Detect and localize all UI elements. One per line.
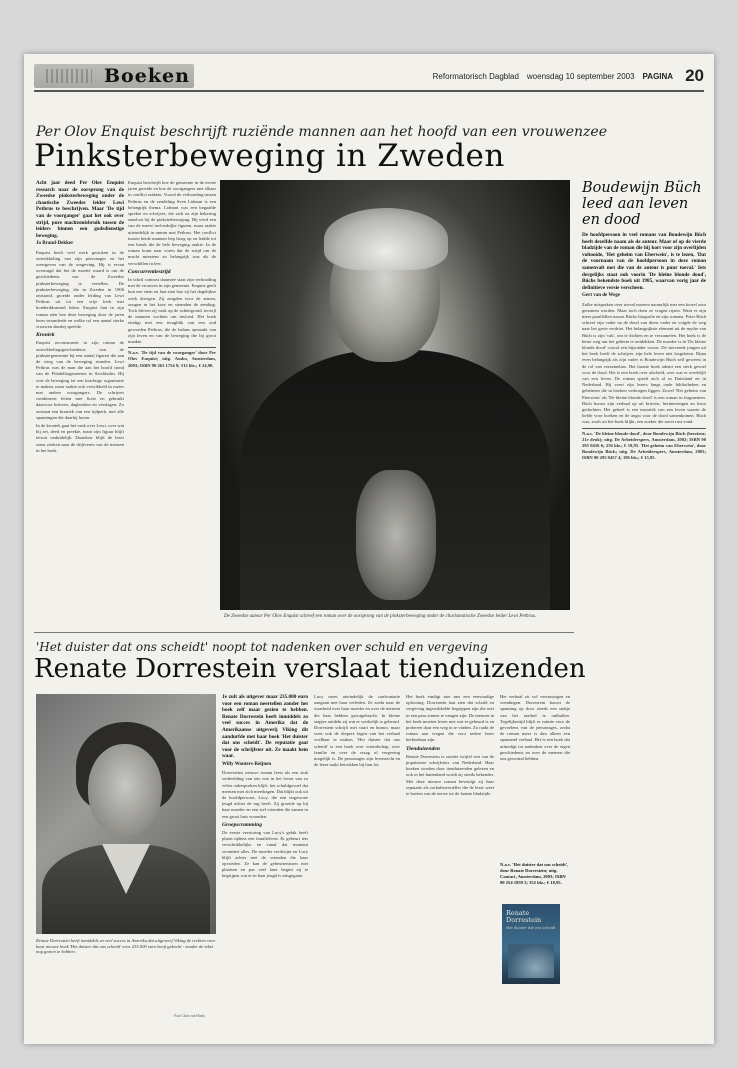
- section-tab: [34, 64, 194, 88]
- article1-column-2: [128, 180, 216, 632]
- article1-intro: Acht jaar deed Per Olov Enquist research naar de oorsprong van de Zweedse pinksterbeweging onder de chaotische Zweedse leider Lewi Pethrus te beschrijven. Maar 'De tijd van de voorganger' gaat het ook over strijd, pure machtsmisbruik tussen de leiders binnen een godsdienstige beweging.: [36, 180, 124, 239]
- article2-body-3: Lucy moet uiteindelijk de confrontatie aangaan met haar verleden. Ze zoekt naar de waarheid over haar moeder en over de mensen die haar hebben grootgebracht. In kleine stapjes ontdekt zij wat er werkelijk is gebeurd. Dorrestein schrijft met vaart en humor, maar weet ook de diepere lagen van het verhaal voelbaar te maken. 'Het duister dat ons scheidt' is een boek over vriendschap, over familie en over de vraag of vergeving mogelijk is. De personages zijn levensecht en de lezer raakt betrokken bij hun lot.: [314, 694, 400, 768]
- page-label: PAGINA: [642, 71, 674, 81]
- article2-book-info: N.a.v. 'Het duister dat ons scheidt', door Renate Dorrestein; uitg. Contact, Amsterdam, 2003; ISBN 90 254 1859 5; 352 blz.; € 18,95.: [500, 862, 569, 885]
- sidebar-headline: Boudewijn Büch leed aan leven en dood: [582, 180, 702, 228]
- issue-date: woensdag 10 september 2003: [526, 71, 635, 81]
- sidebar-byline: Gert van de Wege: [582, 293, 621, 299]
- page-header: [34, 64, 704, 92]
- photo-figure-hair: [324, 208, 448, 270]
- article1-subheading-1: Kroniek: [36, 332, 55, 339]
- article2-byline: Willy Wouters-Reijnen: [222, 761, 272, 767]
- article1-headline: Pinksterbeweging in Zweden: [34, 138, 505, 174]
- enquist-photo-caption: De Zweedse auteur Per Olov Enquist schreef een roman over de oorsprong van de pinksterbeweging onder de charismatische Zweedse leider Lewi Pethrus.: [224, 614, 537, 619]
- article1-column-1: [36, 180, 124, 632]
- article2-column-3: [406, 694, 494, 1024]
- article2-column-1: [222, 694, 308, 1024]
- article1-body-1: Enquist heeft veel werk gestoken in de ontwikkeling van zijn personages en het weergeven van de omgeving. Hij is ervan overtuigd dat het de moeite waard is om de geschiedenis van de Zweedse pinksterbeweging te vertellen. De pinksterbeweging, die in Zweden in 1906 ontstond, groeide onder leiding van Lewi Pethrus uit tot een vrije kerk met honderdduizend leden. Enquist laat in zijn roman zien hoe deze beweging door de jaren heen veranderde en welke rol een aantal sterke vrouwen daarbij speelde.: [36, 249, 124, 329]
- article1-body-5: In schril contrast daarmee staat zijn verhouding met de vrouwen in zijn gemeente. Enquist geeft hun een stem en laat zien hoe zij het dagelijkse werk droegen. Zij zorgden voor de armen, zongen in het koor en steunden de zending. Toch bleven zij vaak op de achtergrond, terwijl de mannen vochten om invloed. Het boek eindigt met een terugblik van een oud geworden Pethrus, die de balans opmaakt van zijn leven en van de beweging die hij groot maakte.: [128, 277, 216, 345]
- article1-subheading-2: Concurrentiestrijd: [128, 268, 171, 275]
- sidebar-body: Zulke uitspraken over toeval moeten natuurlijk met een korrel zout genomen worden. Maar toch doen ze vragen rijzen. Want er zijn meer parallellen tussen Büchs biografie en zijn romans. Peter Büch schreef zijn vader na de dood van diens vader en volgde de weg naar het grote verdriet. Het belangrijkste element uit de mythe van Büch is zijn 'vak', om te dichten en te verzamelen. Het boek is de beste weg om het geheim te ontdekken. De moeder is in 'De kleine blonde dood' vooral een bijzonder vrouw. De stervende jongen uit het boek heeft de schrijver zijn hele leven niet losgelaten. Bijna even belangrijk als zijn vader is Boudewijn Büch zelf geweest in de rol van verzamelaar. Het laatste boek ademt een sterk gevoel voor de dood. Het is een boek over afscheid, over wat er overblijft van een leven. De roman speelt zich af in Duitsland en in Nederland. Hij voert zijn lezers langs oude bibliotheken en geheimen die in boeken verborgen liggen. Zowel 'Het geheim van Eberwein' als 'De kleine blonde dood' is een roman in fragmenten. Büch bouwt zijn verhaal op uit brieven, herinneringen en losse gedachten. Het geheel is een mozaïek van een leven waarin de liefde voor boeken en de angst voor de dood samenkomen. Büch was, zoals uit het boek blijkt, een zoeker die nooit rust vond.: [582, 301, 706, 425]
- article-divider: [34, 632, 574, 633]
- sidebar-book-info: N.a.v. 'De kleine blonde dood', door Boudewijn Büch (herziene, 21e druk); uitg. De Arbeiderspers, Amsterdam, 2002; ISBN 90 295 0456 6; 256 blz.; € 19,95. 'Het geheim van Eberwein', door Boudewijn Büch; uitg. De Arbeiderspers, Amsterdam, 2003; ISBN 90 295 0457 4; 196 blz.; € 15,95.: [582, 428, 706, 462]
- section-ornament: [46, 69, 92, 83]
- article1-kicker: Per Olov Enquist beschrijft ruziënde mannen aan het hoofd van een vrouwenzee: [36, 124, 607, 140]
- newspaper-name: Reformatorisch Dagblad: [432, 71, 519, 81]
- book-cover-art: [508, 944, 554, 978]
- article2-column-2: [314, 694, 400, 1024]
- sidebar-article: [582, 180, 706, 1002]
- sidebar-column: [582, 232, 706, 1002]
- article2-headline: Renate Dorrestein verslaat tienduizenden: [34, 654, 586, 684]
- sidebar-intro: De hoofdpersoon in veel romans van Boudewijn Büch heeft dezelfde naam als de auteur. Maar of op de vierde bladzijde van de roman die hij kort voor zijn overlijden voltooide, 'Het geheim van Eberwein', is te lezen, 'Dat de voornaam van de hoofdpersoon in deze roman samenvalt met die van de auteur is puur toeval.' Iets dergelijks staat ook voorin 'De kleine blonde dood', Büchs bekendste boek uit 1985, waarvan vorig jaar de definitieve versie verscheen.: [582, 232, 706, 291]
- article2-body-1: Dorresteins nieuwe roman leest als een stuk verbeelding van iets wat in het leven van zo velen onbesproken blijft: het schuldgevoel dat mensen met zich meedragen. Dat blijkt ook uit de hoofdpersoon, Lucy, die een ongewone jeugd achter de rug heeft. Zij groeide op bij haar moeder en een stel vrienden die samen in een groot huis woonden.: [222, 770, 308, 819]
- article2-subheading-2: Tienduizenden: [406, 745, 440, 752]
- section-title: Boeken: [104, 65, 190, 87]
- article1-body-4: Enquist beschrijft hoe de gemeente in de eerste jaren groeide en hoe de voorgangers met elkaar in conflict raakten. Vooral de verhouding tussen Pethrus en de zendeling Sven Lidman is een belangrijk thema. Lidman was een begaafde spreker en schrijver, die zich na zijn bekering aansloot bij de pinksterbeweging. Hij werd een van de meest invloedrijke figuren, maar raakte uiteindelijk in onmin met Pethrus. Het conflict tussen beide mannen liep hoog op en leidde tot een breuk die de hele beweging raakte. In de roman komt naar voren dat de strijd om de macht minstens zo belangrijk was als de verschillen in leer.: [128, 180, 216, 266]
- book-cover-title: Renate Dorrestein: [506, 909, 542, 924]
- page-number: 20: [685, 66, 704, 85]
- article1-body-3: In de kroniek gaat het vaak over Lewi, over wat hij zei, deed en preekte, maar zijn figuur blijft ietwat onduidelijk. Daardoor blijft de lezer soms zoeken naar de drijfveren van de mensen in het boek.: [36, 423, 124, 453]
- dorrestein-photo-caption: Renate Dorrestein heeft inmiddels zo veel succes in Amerika dat uitgeverij Viking de rechten voor haar nieuwe boek 'Het duister dat ons scheidt' voor 235.000 euro heeft gekocht - zonder de tekst nog gezien te hebben.: [36, 938, 216, 955]
- article2-kicker: 'Het duister dat ons scheidt' noopt tot nadenken over schuld en vergeving: [36, 640, 488, 654]
- enquist-photo: [220, 180, 570, 610]
- article2-body-4: Het boek eindigt niet met een eenvoudige oplossing. Dorrestein laat zien dat schuld en vergeving ingewikkelde begrippen zijn die niet in een paar zinnen te vangen zijn. De mensen in het boek moeten leven met wat er gebeurd is en proberen daar een weg in te vinden. Zo raakt de roman aan vragen die voor iedere lezer herkenbaar zijn.: [406, 694, 494, 743]
- article1-byline: Jo Brand-Dekker: [36, 241, 74, 247]
- photo2-face: [88, 744, 162, 836]
- article1-book-info: N.a.v. 'De tijd van de voorganger' door Per Olov Enquist; uitg. Ambo, Amsterdam, 2003; ISBN 90 263 1754 9; 512 blz.; € 24,90.: [128, 347, 216, 369]
- photo-figure-hands: [356, 470, 436, 600]
- book-cover: [502, 904, 560, 984]
- newspaper-page: [24, 54, 714, 1044]
- photo-credit: Foto Chris van Houts: [174, 1014, 205, 1018]
- article1-body-2: Enquist reconstrueert in zijn roman de ontwikkelingsgeschiedenis van de pinkstergemeente bij een aantal figuren die aan de wieg van de beweging stonden. Lewi Pethrus was de man die aan het hoofd stond van de Filadelfiagemeente in Stockholm. Hij wist de beweging tot een krachtige organisatie te maken, maar raakte ook verwikkeld in ruzies met andere voorgangers. De schrijver combineert feiten met fictie en gebruikt daarvoor brieven, dagboeken en verslagen. Zo ontstaat een kroniek van een tijdperk, met alle spanningen die daarbij horen.: [36, 340, 124, 420]
- book-cover-subtitle: Het duister dat ons scheidt: [506, 926, 556, 930]
- header-meta: [433, 66, 704, 86]
- article2-body-6: Het verhaal zit vol verrassingen en wendingen. Dorrestein bouwt de spanning op door steeds een stukje van het raadsel te onthullen. Tegelijkertijd blijft er ruimte voor de gevoelens van de personages, zodat de roman meer is dan alleen een spannend verhaal. Het is een boek dat uitnodigt tot nadenken over de eigen geschiedenis en over de mensen die ons gevormd hebben.: [500, 694, 570, 762]
- dorrestein-photo: [36, 694, 216, 934]
- article2-body-2: De eerste verstoring van Lucy's geluk heeft plaats tijdens een familiefeest. Er gebeurt iets verschrikkelijks en vanaf dat moment verandert alles. De moeder verdwijnt en Lucy blijft achter met de vrienden die haar opvoeden. Ze kan de gebeurtenissen niet plaatsen en pas veel later begint zij te begrijpen wat er in haar jeugd is misgegaan.: [222, 829, 308, 879]
- article2-body-5: Renate Dorrestein is zonder twijfel een van de populairste schrijfsters van Nederland. Haar boeken worden door tienduizenden gelezen en ook in het buitenland wordt zij steeds bekender. Met deze nieuwe roman bevestigt zij haar reputatie als verhalenverteller die de lezer weet te boeien van de eerste tot de laatste bladzijde.: [406, 753, 494, 797]
- article2-subheading-1: Groepscramming: [222, 821, 263, 828]
- article2-intro: Je zult als uitgever maar 235.000 euro voor een roman neertellen zonder het boek zelf maar gezien te hebben. Renate Dorrestein heeft inmiddels zo veel succes in Amerika dat de Amerikaanse uitgeverij Viking dit aandurfde met haar boek 'Het duister dat ons scheidt'. De reputatie gaat voor de schrijfster uit. Ze maakt hem waar.: [222, 694, 308, 760]
